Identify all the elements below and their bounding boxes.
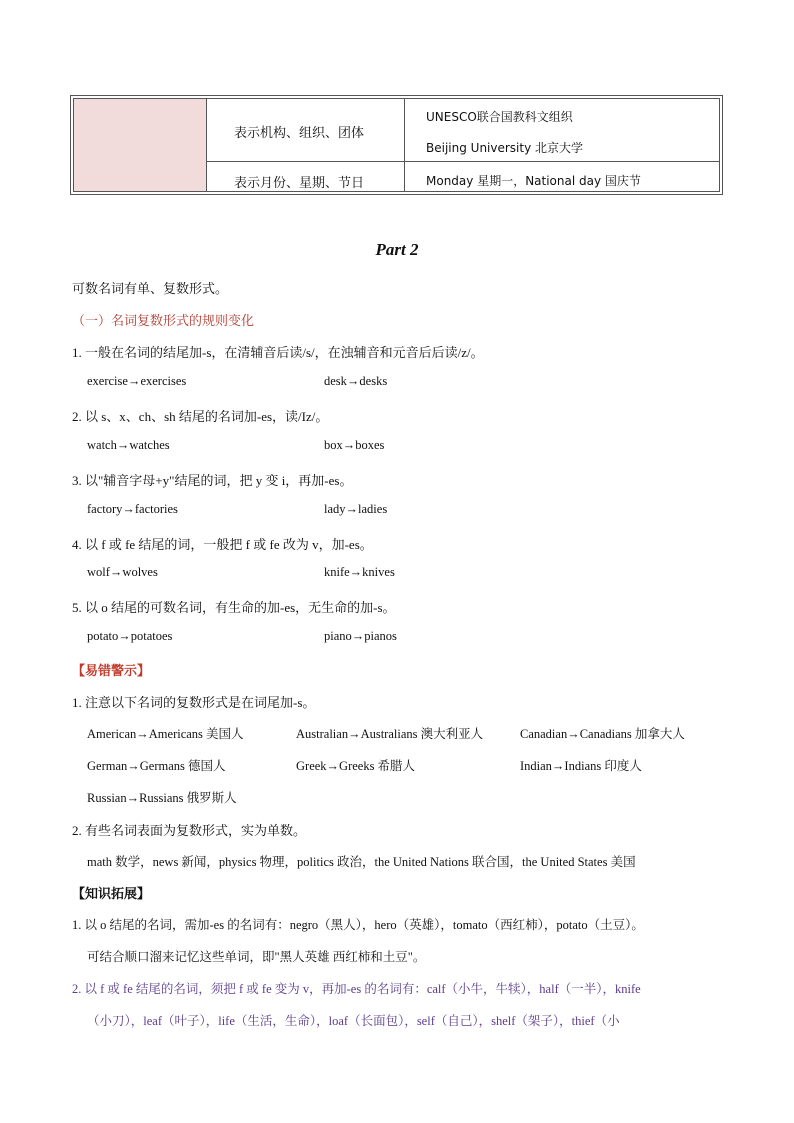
- table-category-1: 表示机构、组织、团体: [234, 126, 365, 141]
- extension-item-1-line-1: 1. 以 o 结尾的名词，需加-es 的名词有：negro（黑人），hero（英雄），tomato（西红柿），potato（土豆）。: [72, 918, 644, 932]
- rule-5-example-b: piano→pianos: [324, 629, 397, 643]
- table-example-2: Monday 星期一，National day 国庆节: [426, 174, 641, 188]
- rule-4: 4. 以 f 或 fe 结尾的词，一般把 f 或 fe 改为 v，加-es。: [72, 537, 373, 552]
- rule-4-example-b: knife→knives: [324, 565, 395, 579]
- warning-item-2: 2. 有些名词表面为复数形式，实为单数。: [72, 823, 307, 838]
- extension-item-1-line-2: 可结合顺口溜来记忆这些单词，即"黑人英雄 西红柿和土豆"。: [87, 950, 426, 964]
- rule-1: 1. 一般在名词的结尾加-s，在清辅音后读/s/，在浊辅音和元音后后读/z/。: [72, 345, 484, 360]
- table-divider: [404, 99, 405, 191]
- extension-item-2-line-2: （小刀），leaf（叶子），life（生活，生命），loaf（长面包），self（自己），shelf（架子），thief（小: [87, 1014, 620, 1028]
- warning-example: German→Germans 德国人: [87, 759, 226, 773]
- rule-1-example-b: desk→desks: [324, 374, 388, 388]
- extension-heading: 【知识拓展】: [72, 886, 151, 901]
- table-merged-cell: [74, 99, 207, 191]
- warning-example: Indian→Indians 印度人: [520, 759, 642, 773]
- rule-5-example-a: potato→potatoes: [87, 629, 173, 643]
- warning-example: Australian→Australians 澳大利亚人: [296, 727, 484, 741]
- warning-example: Russian→Russians 俄罗斯人: [87, 791, 237, 805]
- table-example-1a: UNESCO联合国教科文组织: [426, 110, 573, 124]
- table-category-2: 表示月份、星期、节日: [234, 176, 365, 191]
- rule-5: 5. 以 o 结尾的可数名词，有生命的加-es，无生命的加-s。: [72, 600, 396, 615]
- part-title: Part 2: [375, 240, 419, 259]
- rule-2: 2. 以 s、x、ch、sh 结尾的名词加-es，读/Iz/。: [72, 409, 329, 424]
- warning-item-1: 1. 注意以下名词的复数形式是在词尾加-s。: [72, 695, 316, 710]
- rule-2-example-a: watch→watches: [87, 438, 170, 452]
- table-example-1b: Beijing University 北京大学: [426, 141, 584, 155]
- warning-example: American→Americans 美国人: [87, 727, 244, 741]
- rule-3-example-a: factory→factories: [87, 502, 178, 516]
- table-inner: [73, 98, 720, 192]
- warning-heading: 【易错警示】: [72, 663, 151, 678]
- rule-1-example-a: exercise→exercises: [87, 374, 187, 388]
- rule-4-example-a: wolf→wolves: [87, 565, 158, 579]
- rule-2-example-b: box→boxes: [324, 438, 385, 452]
- table: [70, 95, 723, 195]
- rule-3: 3. 以"辅音字母+y"结尾的词，把 y 变 i，再加-es。: [72, 473, 353, 488]
- warning-example: Greek→Greeks 希腊人: [296, 759, 416, 773]
- section-heading: （一）名词复数形式的规则变化: [72, 313, 255, 328]
- warning-item-2-examples: math 数学，news 新闻，physics 物理，politics 政治，the United Nations 联合国，the United States 美国: [87, 855, 636, 869]
- rule-3-example-b: lady→ladies: [324, 502, 388, 516]
- extension-item-2-line-1: 2. 以 f 或 fe 结尾的名词，须把 f 或 fe 变为 v，再加-es 的名词有：calf（小牛，牛犊），half（一半），knife: [72, 982, 641, 996]
- warning-example: Canadian→Canadians 加拿大人: [520, 727, 685, 741]
- intro-text: 可数名词有单、复数形式。: [72, 281, 229, 296]
- table-row-divider: [206, 161, 719, 162]
